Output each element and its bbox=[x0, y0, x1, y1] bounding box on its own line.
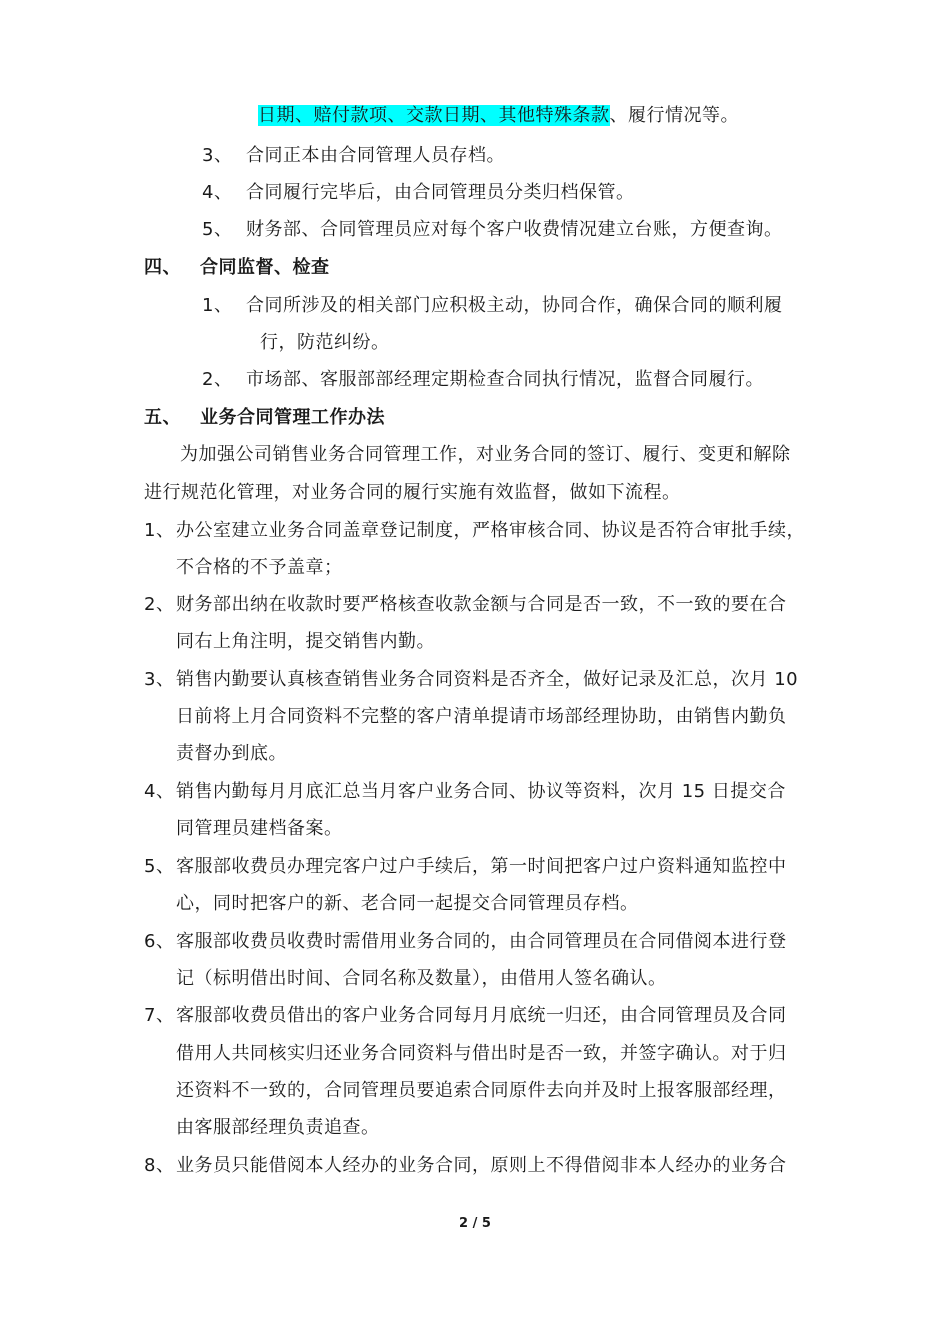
list-item bbox=[144, 855, 787, 879]
list-text: 合同履行完毕后，由合同管理员分类归档保管。 bbox=[246, 182, 635, 203]
paragraph-line: 为加强公司销售业务合同管理工作，对业务合同的签订、履行、变更和解除 bbox=[180, 444, 791, 465]
list-item bbox=[144, 1004, 787, 1028]
list-number: 3、 bbox=[202, 145, 233, 166]
list-text: 业务员只能借阅本人经办的业务合同，原则上不得借阅非本人经办的业务合 bbox=[176, 1155, 787, 1176]
list-text: 客服部收费员收费时需借用业务合同的，由合同管理员在合同借阅本进行登 bbox=[176, 931, 787, 952]
list-text: 合同正本由合同管理人员存档。 bbox=[246, 145, 505, 166]
page-number: 2 / 5 bbox=[459, 1216, 491, 1231]
list-text: 合同所涉及的相关部门应积极主动，协同合作，确保合同的顺利履 bbox=[246, 295, 783, 316]
section-heading bbox=[144, 256, 330, 280]
list-text-continuation: 不合格的不予盖章； bbox=[176, 557, 343, 578]
list-item bbox=[202, 144, 505, 168]
list-text-continuation: 行，防范纠纷。 bbox=[260, 332, 390, 353]
list-number: 5、 bbox=[202, 219, 233, 240]
list-item bbox=[202, 294, 783, 318]
list-text-continuation: 借用人共同核实归还业务合同资料与借出时是否一致，并签字确认。对于归 bbox=[176, 1043, 787, 1064]
list-item bbox=[202, 368, 764, 392]
list-text-continuation: 心，同时把客户的新、老合同一起提交合同管理员存档。 bbox=[176, 893, 639, 914]
list-number: 4、 bbox=[144, 781, 175, 802]
list-text-continuation: 由客服部经理负责追查。 bbox=[176, 1117, 380, 1138]
list-number: 2、 bbox=[144, 594, 175, 615]
list-item bbox=[144, 519, 805, 543]
section-number: 五、 bbox=[144, 407, 181, 428]
list-item bbox=[202, 218, 783, 242]
section-number: 四、 bbox=[144, 257, 181, 278]
list-number: 5、 bbox=[144, 856, 175, 877]
list-number: 4、 bbox=[202, 182, 233, 203]
section-title: 业务合同管理工作办法 bbox=[200, 407, 385, 428]
section-heading bbox=[144, 406, 385, 430]
list-item bbox=[144, 780, 786, 804]
list-item bbox=[144, 668, 798, 692]
list-text: 客服部收费员办理完客户过户手续后，第一时间把客户过户资料通知监控中 bbox=[176, 856, 787, 877]
list-text-continuation: 责督办到底。 bbox=[176, 743, 287, 764]
list-item bbox=[144, 930, 787, 954]
section-title: 合同监督、检查 bbox=[200, 257, 330, 278]
highlighted-text: 日期、赔付款项、交款日期、其他特殊条款 bbox=[258, 105, 610, 126]
list-number: 2、 bbox=[202, 369, 233, 390]
list-number: 3、 bbox=[144, 669, 175, 690]
list-item bbox=[144, 593, 787, 617]
list-item bbox=[144, 1154, 787, 1178]
list-text-continuation: 记（标明借出时间、合同名称及数量），由借用人签名确认。 bbox=[176, 968, 667, 989]
paragraph-line: 进行规范化管理，对业务合同的履行实施有效监督，做如下流程。 bbox=[144, 482, 681, 503]
list-text: 财务部、合同管理员应对每个客户收费情况建立台账，方便查询。 bbox=[246, 219, 783, 240]
list-number: 6、 bbox=[144, 931, 175, 952]
list-item bbox=[202, 181, 635, 205]
list-text: 销售内勤每月月底汇总当月客户业务合同、协议等资料，次月 15 日提交合 bbox=[176, 781, 786, 802]
continued-line bbox=[258, 104, 739, 128]
list-text: 财务部出纳在收款时要严格核查收款金额与合同是否一致，不一致的要在合 bbox=[176, 594, 787, 615]
list-number: 1、 bbox=[202, 295, 233, 316]
list-number: 8、 bbox=[144, 1155, 175, 1176]
list-number: 1、 bbox=[144, 520, 175, 541]
list-text-continuation: 同右上角注明，提交销售内勤。 bbox=[176, 631, 435, 652]
list-text: 客服部收费员借出的客户业务合同每月月底统一归还，由合同管理员及合同 bbox=[176, 1005, 787, 1026]
list-text-continuation: 日前将上月合同资料不完整的客户清单提请市场部经理协助，由销售内勤负 bbox=[176, 706, 787, 727]
list-text: 办公室建立业务合同盖章登记制度，严格审核合同、协议是否符合审批手续， bbox=[176, 520, 805, 541]
list-text: 销售内勤要认真核查销售业务合同资料是否齐全，做好记录及汇总，次月 10 bbox=[176, 669, 799, 690]
list-text-continuation: 同管理员建档备案。 bbox=[176, 818, 343, 839]
list-number: 7、 bbox=[144, 1005, 175, 1026]
list-text: 市场部、客服部部经理定期检查合同执行情况，监督合同履行。 bbox=[246, 369, 764, 390]
list-text-continuation: 还资料不一致的，合同管理员要追索合同原件去向并及时上报客服部经理， bbox=[176, 1080, 787, 1101]
text-after-highlight: 、履行情况等。 bbox=[609, 105, 739, 126]
